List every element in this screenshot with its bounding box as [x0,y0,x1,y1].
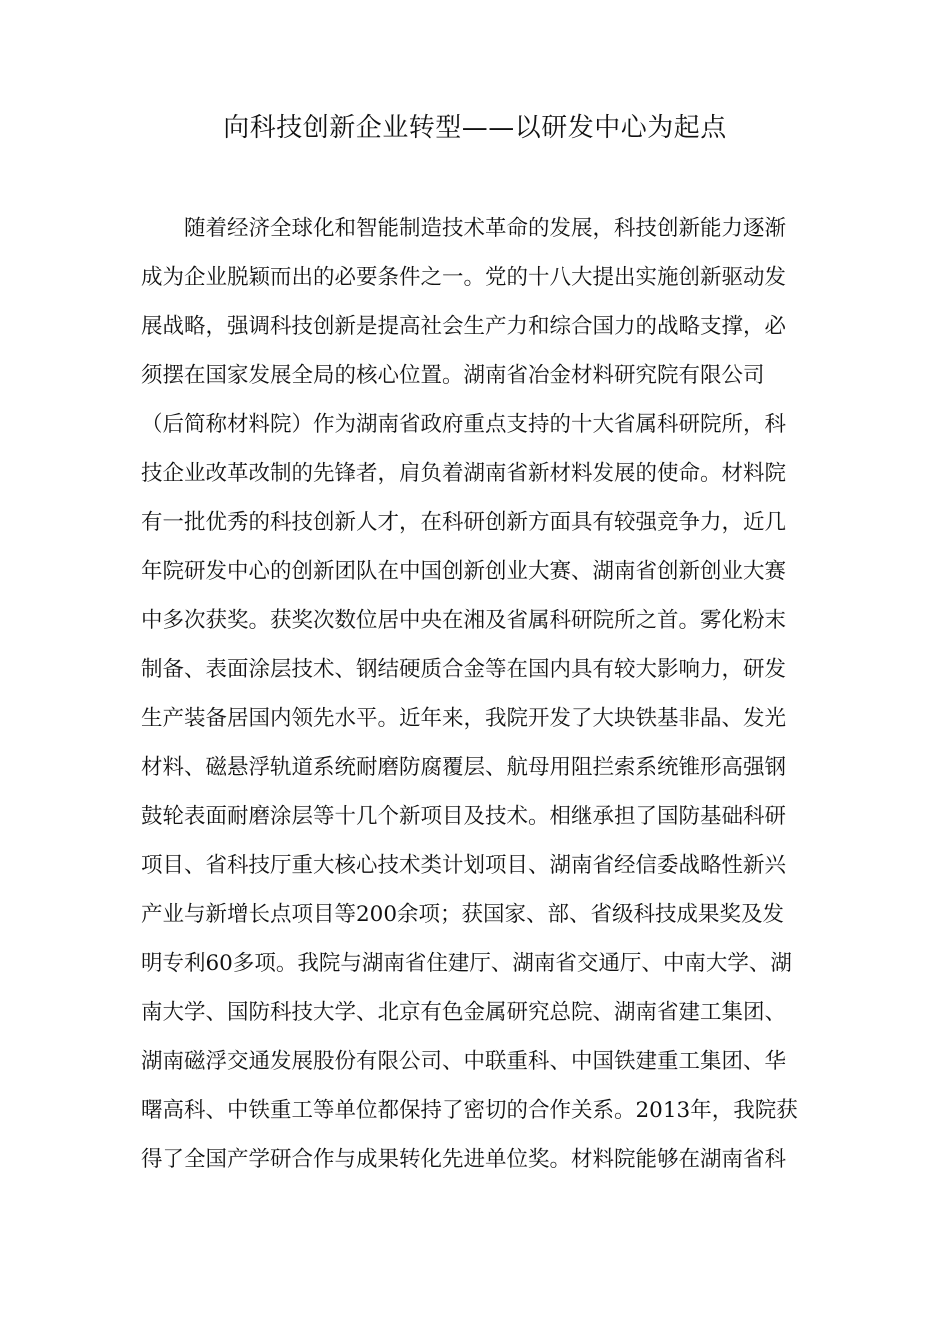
paragraph-line: 有一批优秀的科技创新人才，在科研创新方面具有较强竞争力，近几 [141,510,787,535]
paragraph-line: 随着经济全球化和智能制造技术革命的发展，科技创新能力逐渐 [184,216,787,241]
paragraph-line: 南大学、国防科技大学、北京有色金属研究总院、湖南省建工集团、 [141,1000,787,1025]
paragraph-line: （后简称材料院）作为湖南省政府重点支持的十大省属科研院所，科 [141,412,787,437]
paragraph-line: 技企业改革改制的先锋者，肩负着湖南省新材料发展的使命。材料院 [141,461,787,486]
body-paragraph [141,204,821,1184]
paragraph-line: 项目、省科技厅重大核心技术类计划项目、湖南省经信委战略性新兴 [141,853,787,878]
paragraph-line: 鼓轮表面耐磨涂层等十几个新项目及技术。相继承担了国防基础科研 [141,804,787,829]
paragraph-line: 展战略，强调科技创新是提高社会生产力和综合国力的战略支撑，必 [141,314,787,339]
paragraph-line: 制备、表面涂层技术、钢结硬质合金等在国内具有较大影响力，研发 [141,657,787,682]
paragraph-line: 湖南磁浮交通发展股份有限公司、中联重科、中国铁建重工集团、华 [141,1049,787,1074]
paragraph-line: 生产装备居国内领先水平。近年来，我院开发了大块铁基非晶、发光 [141,706,787,731]
paragraph-line: 年院研发中心的创新团队在中国创新创业大赛、湖南省创新创业大赛 [141,559,787,584]
paragraph-line: 明专利60多项。我院与湖南省住建厅、湖南省交通厅、中南大学、湖 [141,951,792,976]
paragraph-line: 得了全国产学研合作与成果转化先进单位奖。材料院能够在湖南省科 [141,1147,787,1172]
paragraph-line: 须摆在国家发展全局的核心位置。湖南省冶金材料研究院有限公司 [141,363,765,388]
document-title: 向科技创新企业转型——以研发中心为起点 [223,113,727,143]
paragraph-line: 成为企业脱颖而出的必要条件之一。党的十八大提出实施创新驱动发 [141,265,787,290]
paragraph-line: 材料、磁悬浮轨道系统耐磨防腐覆层、航母用阻拦索系统锥形高强钢 [141,755,787,780]
paragraph-line: 曙高科、中铁重工等单位都保持了密切的合作关系。2013年，我院获 [141,1098,798,1123]
paragraph-line: 产业与新增长点项目等200余项；获国家、部、省级科技成果奖及发 [141,902,785,927]
paragraph-line: 中多次获奖。获奖次数位居中央在湘及省属科研院所之首。雾化粉末 [141,608,787,633]
